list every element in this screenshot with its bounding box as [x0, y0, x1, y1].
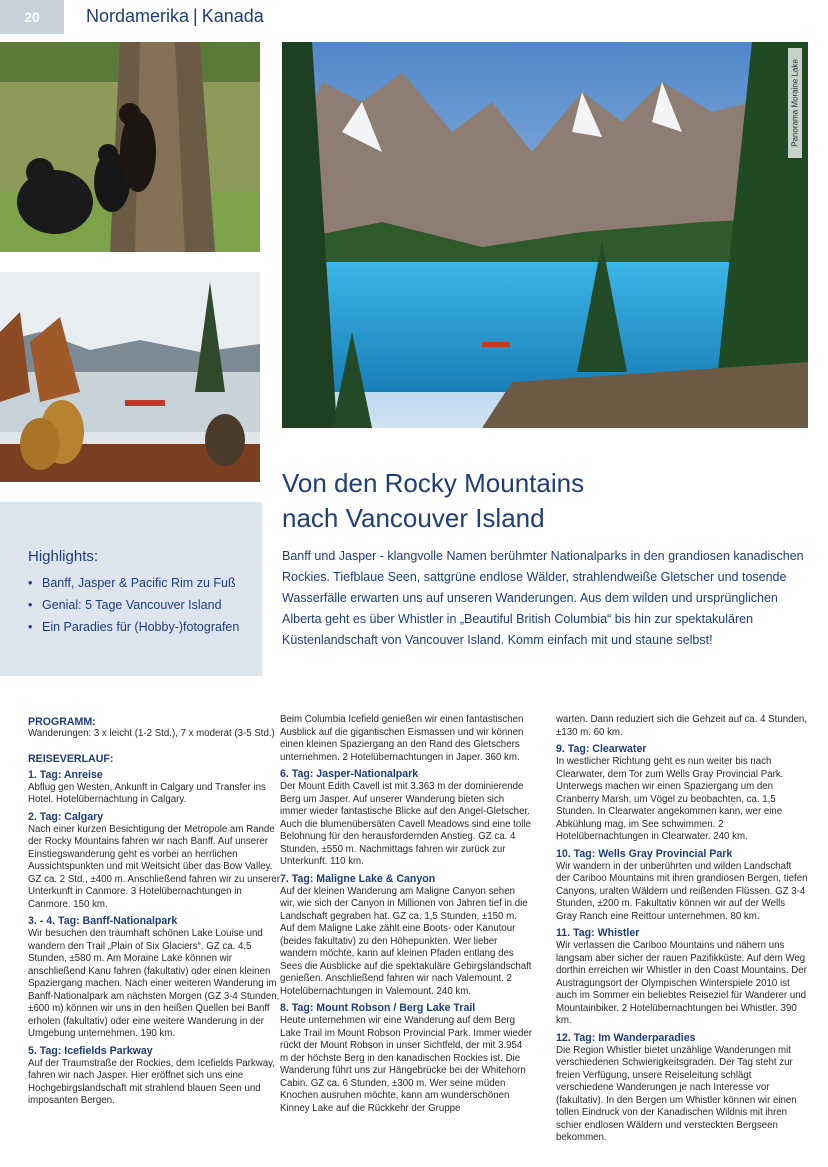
- section-header: [86, 6, 264, 27]
- photo-caption: Panorama Moraine Lake: [788, 48, 802, 158]
- day-text: Abflug gen Westen, Ankunft in Calgary und Transfer ins Hotel. Hotelübernachtung in Calgary.: [28, 781, 266, 805]
- intro-paragraph: Banff und Jasper - klangvolle Namen berühmter Nationalparks in den grandiosen kanadischen Rockies. Tiefblaue Seen, sattgrüne endlose Wälder, strahlendweiße Gletscher und tosende Wasserfälle erwarten uns auf unseren Wanderungen. Aus dem wilden und ursprünglichen Alberta geht es über Whistler in „Beautiful British Columbia“ bis hin zur spektakulären Küstenlandschaft von Vancouver Island. Komm einfach mit und staune selbst!: [282, 549, 804, 647]
- page-title: [282, 466, 802, 536]
- day-title: 1. Tag: Anreise: [28, 768, 103, 781]
- bears-photo: [0, 42, 260, 252]
- day-text: Der Mount Edith Cavell ist mit 3.363 m der dominierende Berg um Jasper. Auf unserer Wanderung bieten sich immer wieder fantastische Blicke auf den Angel-Gletscher. Auch die blumenübersäten Cavell Meadows sind eine tolle Belohnung für den herausfordernden Anstieg. GZ ca. 4 Stunden, ±550 m. Nachmittags fahren wir zurück zur Unterkunft. 110 km.: [280, 781, 531, 867]
- day-text: In westlicher Richtung geht es nun weiter bis nach Clearwater, dem Tor zum Wells Gray Provincial Park. Unterwegs machen wir einen Spaziergang um den Cranberry Marsh, um Vögel zu beobachten, ca. 1,5 Stunden. In Clearwater angekommen kann, wer eine Abkühlung mag, im See schwimmen. 2 Hotelübernachtungen in Clearwater. 240 km.: [556, 756, 784, 842]
- day-text: Nach einer kurzen Besichtigung der Metropole am Rande der Rocky Mountains fahren wir nach Banff. Auf unserer Einstiegswanderung geht es vorbei an herrlichen Aussichtspunkten und mit Weitsicht über das Bow Valley. GZ ca. 2 Std., ±400 m. Anschließend fahren wir zu unserer Unterkunft in Canmore. 3 Hotelübernachtungen in Canmore. 150 km.: [28, 823, 280, 910]
- itinerary-column-1: [28, 714, 280, 1108]
- boots-lake-photo: [0, 272, 260, 482]
- day-text: Heute unternehmen wir eine Wanderung auf dem Berg Lake Trail im Mount Robson Provincial Park. Immer wieder rückt der Mount Robson in unser Sichtfeld, der mit 3.954 m der höchste Berg in den kanadischen Rockies ist. Die Wanderung führt uns zur Hängebrücke bei der Whitehorn Cabin. GZ ca. 6 Stunden, ±300 m. Wer seine müden Knochen ausruhen möchte, kann am wunderschönen Kinney Lake auf die Rückkehr der Gruppe: [280, 1015, 532, 1114]
- day-title: 10. Tag: Wells Gray Provincial Park: [556, 847, 733, 860]
- day-title: 9. Tag: Clearwater: [556, 743, 647, 755]
- day-text: Auf der kleinen Wanderung am Maligne Canyon sehen wir, wie sich der Canyon in Millionen von Jahren tief in die Landschaft gegraben hat. GZ ca. 1,5 Stunden, ±150 m. Auf dem Maligne Lake zählt eine Boots- oder Kanutour (beides fakultativ) zu den Höhepunkten. Wer lieber wandern möchte, kann auf kleinen Pfaden entlang des Sees die Ausblicke auf die spektakuläre Gebirgslandschaft genießen. Anschließend fahren wir nach Valemount. 2 Hotelübernachtungen in Valemount. 240 km.: [280, 885, 532, 997]
- title-line-2: nach Vancouver Island: [282, 503, 545, 533]
- day-title: 2. Tag: Calgary: [28, 810, 104, 823]
- programm-text: Wanderungen: 3 x leicht (1-2 Std.), 7 x moderat (3-5 Std.): [28, 728, 275, 739]
- day-title: 12. Tag: Im Wanderparadies: [556, 1031, 696, 1044]
- itinerary-column-2: [280, 714, 532, 1115]
- highlight-item: • Banff, Jasper & Pacific Rim zu Fuß: [28, 576, 236, 590]
- highlights-heading: Highlights:: [28, 548, 99, 565]
- highlights-box: [0, 502, 262, 676]
- reiseverlauf-label: REISEVERLAUF:: [28, 752, 114, 765]
- day-text-continued: warten. Dann reduziert sich die Gehzeit auf ca. 4 Stunden, ±130 m. 60 km.: [556, 714, 807, 738]
- programm-label: PROGRAMM:: [28, 716, 96, 728]
- page-number: 20: [0, 0, 64, 34]
- day-text: Wir besuchen den traumhaft schönen Lake Louise und wandern den Trail „Plain of Six Glaciers“. GZ ca. 4,5 Stunden, ±580 m. Am Moraine Lake können wir anschließend Kanu fahren (fakultativ) oder einen kleinen Spaziergang machen. Nach einer weiteren Wanderung im Banff-Nationalpark am nächsten Morgen (GZ 3-4 Stunden, ±600 m) können wir uns in den heißen Quellen bei Banff erholen (fakultativ) oder eine weitere Wanderung in der Umgebung unternehmen. 190 km.: [28, 928, 280, 1039]
- moraine-lake-photo: [282, 42, 808, 428]
- day-title: 7. Tag: Maligne Lake & Canyon: [280, 872, 436, 885]
- day-text: Die Region Whistler bietet unzählige Wanderungen mit verschiedenen Schwierigkeitsgraden. Der Tag steht zur freien Verfügung, unsere Reiseleitung schlägt verschiedene Wanderungen je nach Interesse vor (fakultativ). In den Bergen um Whistler können wir einen tollen Eindruck von der Kanadischen Wildnis mit ihren schier endlosen Wäldern und versteckten Bergseen bekommen.: [556, 1044, 797, 1143]
- day-title: 5. Tag: Icefields Parkway: [28, 1044, 153, 1057]
- day-title: 3. - 4. Tag: Banff-Nationalpark: [28, 915, 178, 927]
- day-text: Auf der Traumstraße der Rockies, dem Icefields Parkway, fahren wir nach Jasper. Hier eröffnet sich uns eine Hochgebirgslandschaft mit strahlend blauen Seen und imposanten Bergen.: [28, 1057, 275, 1106]
- day-title: 6. Tag: Jasper-Nationalpark: [280, 768, 419, 780]
- day-text: Wir verlassen die Cariboo Mountains und nähern uns langsam aber sicher der rauen Pazifikküste. Auf dem Weg dorthin erreichen wir Whistler in den Coast Mountains. Der Austragungsort der Olympischen Winterspiele 2010 ist auch im Sommer ein beliebtes Reiseziel für Wanderer und Mountainbiker. 2 Hotelübernachtungen bei Whistler. 390 km.: [556, 940, 807, 1026]
- header-divider: |: [193, 6, 198, 26]
- highlights-list: [28, 572, 239, 638]
- day-title: 8. Tag: Mount Robson / Berg Lake Trail: [280, 1002, 476, 1014]
- day-title: 11. Tag: Whistler: [556, 927, 640, 939]
- region-label: Nordamerika: [86, 6, 190, 26]
- country-label: Kanada: [201, 6, 264, 26]
- highlight-item: • Genial: 5 Tage Vancouver Island: [28, 598, 222, 612]
- highlight-item: • Ein Paradies für (Hobby-)fotografen: [28, 620, 240, 634]
- itinerary-column-3: [556, 714, 808, 1145]
- day-text-continued: Beim Columbia Icefield genießen wir einen fantastischen Ausblick auf die gigantischen Eismassen und wir können einen kleinen Spaziergang an den Rand des Gletschers unternehmen. 2 Hotelübernachtungen in Japer. 360 km.: [280, 714, 524, 763]
- title-line-1: Von den Rocky Mountains: [282, 468, 585, 498]
- day-text: Wir wandern in der unberührten und wilden Landschaft der Cariboo Mountains mit ihren grandiosen Bergen, tiefen Canyons, uralten Wäldern und reißenden Flüssen. GZ 3-4 Stunden, ±200 m. Fakultativ können wir auf der Wells Gray Ranch eine Reittour unternehmen. 80 km.: [556, 860, 808, 922]
